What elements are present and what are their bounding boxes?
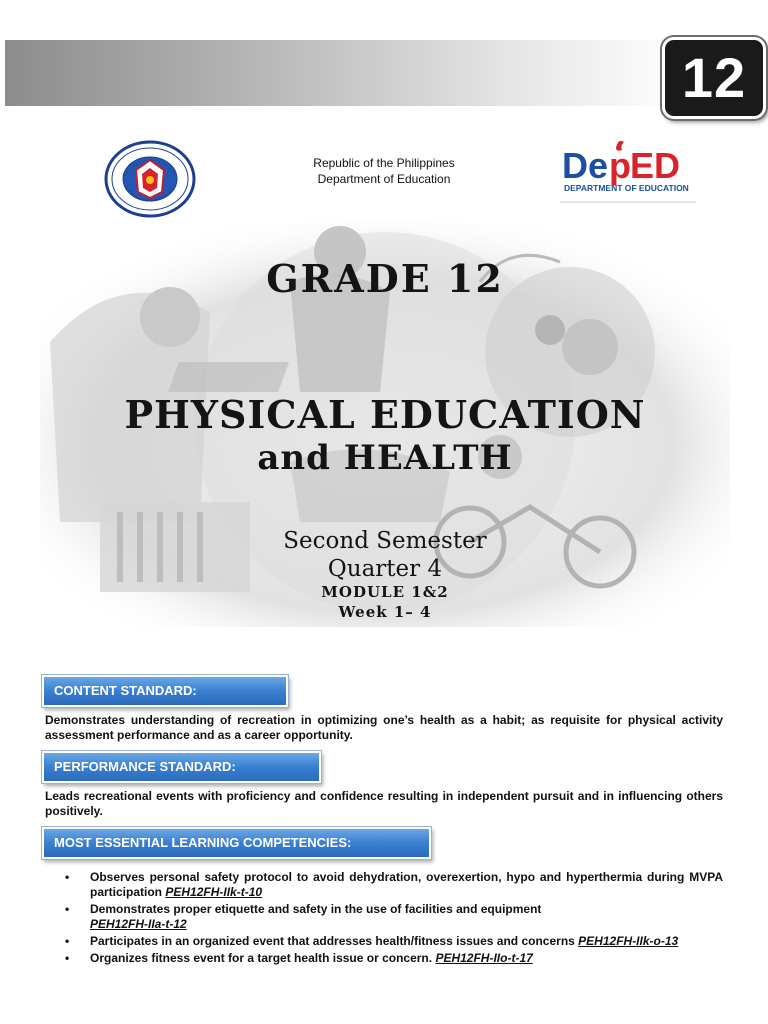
week-label: Week 1– 4 [338, 603, 432, 621]
competency-code: PEH12FH-IIa-t-12 [90, 917, 187, 931]
department-line: Department of Education [317, 172, 451, 186]
subject-title-line1: PHYSICAL EDUCATION [124, 392, 646, 437]
content-standard-heading: CONTENT STANDARD: [42, 675, 288, 707]
bullet: • [65, 870, 70, 884]
deped-logo [556, 134, 698, 206]
competency-text: Organizes fitness event for a target health issue or concern. [90, 951, 436, 965]
competency-code: PEH12FH-IIk-o-13 [578, 934, 679, 948]
list-item [45, 870, 723, 900]
bullet: • [65, 951, 70, 965]
bullet: • [65, 934, 70, 948]
svg-text:ED: ED [630, 145, 681, 186]
melc-list [45, 870, 723, 968]
list-item [45, 951, 723, 966]
grade-badge: 12 [662, 37, 766, 119]
competency-code: PEH12FH-IIk-t-10 [165, 885, 263, 899]
grade-title: GRADE 12 [266, 256, 504, 301]
svg-text:De: De [562, 145, 609, 186]
competency-text: Participates in an organized event that addresses health/fitness issues and concerns [90, 934, 579, 948]
bullet: • [65, 902, 70, 916]
svg-text:DEPARTMENT OF EDUCATION: DEPARTMENT OF EDUCATION [564, 183, 689, 193]
svg-text:p: p [609, 145, 631, 186]
deped-seal-icon [104, 140, 196, 218]
subject-title-line2: and HEALTH [257, 438, 513, 478]
competency-code: PEH12FH-IIo-t-17 [435, 951, 533, 965]
performance-standard-text: Leads recreational events with proficiency and confidence resulting in independent pursuit and in influencing others positively. [45, 789, 723, 818]
competency-text: Demonstrates proper etiquette and safety in the use of facilities and equipment [90, 902, 542, 916]
content-standard-text: Demonstrates understanding of recreation in optimizing one’s health as a habit; as requisite for physical activity assessment performance and as a career opportunity. [45, 713, 723, 742]
module-label: MODULE 1&2 [321, 583, 449, 601]
republic-line: Republic of the Philippines [313, 156, 455, 170]
list-item [45, 902, 723, 932]
competency-text: Observes personal safety protocol to avoid dehydration, overexertion, hypo and hyperthermia during MVPA participation [90, 870, 723, 899]
melc-heading: MOST ESSENTIAL LEARNING COMPETENCIES: [42, 827, 431, 859]
republic-heading [270, 155, 498, 187]
semester-label: Second Semester [283, 528, 487, 554]
performance-standard-heading: PERFORMANCE STANDARD: [42, 751, 321, 783]
header-gradient-bar [5, 40, 685, 106]
list-item [45, 934, 723, 949]
quarter-label: Quarter 4 [327, 556, 443, 582]
